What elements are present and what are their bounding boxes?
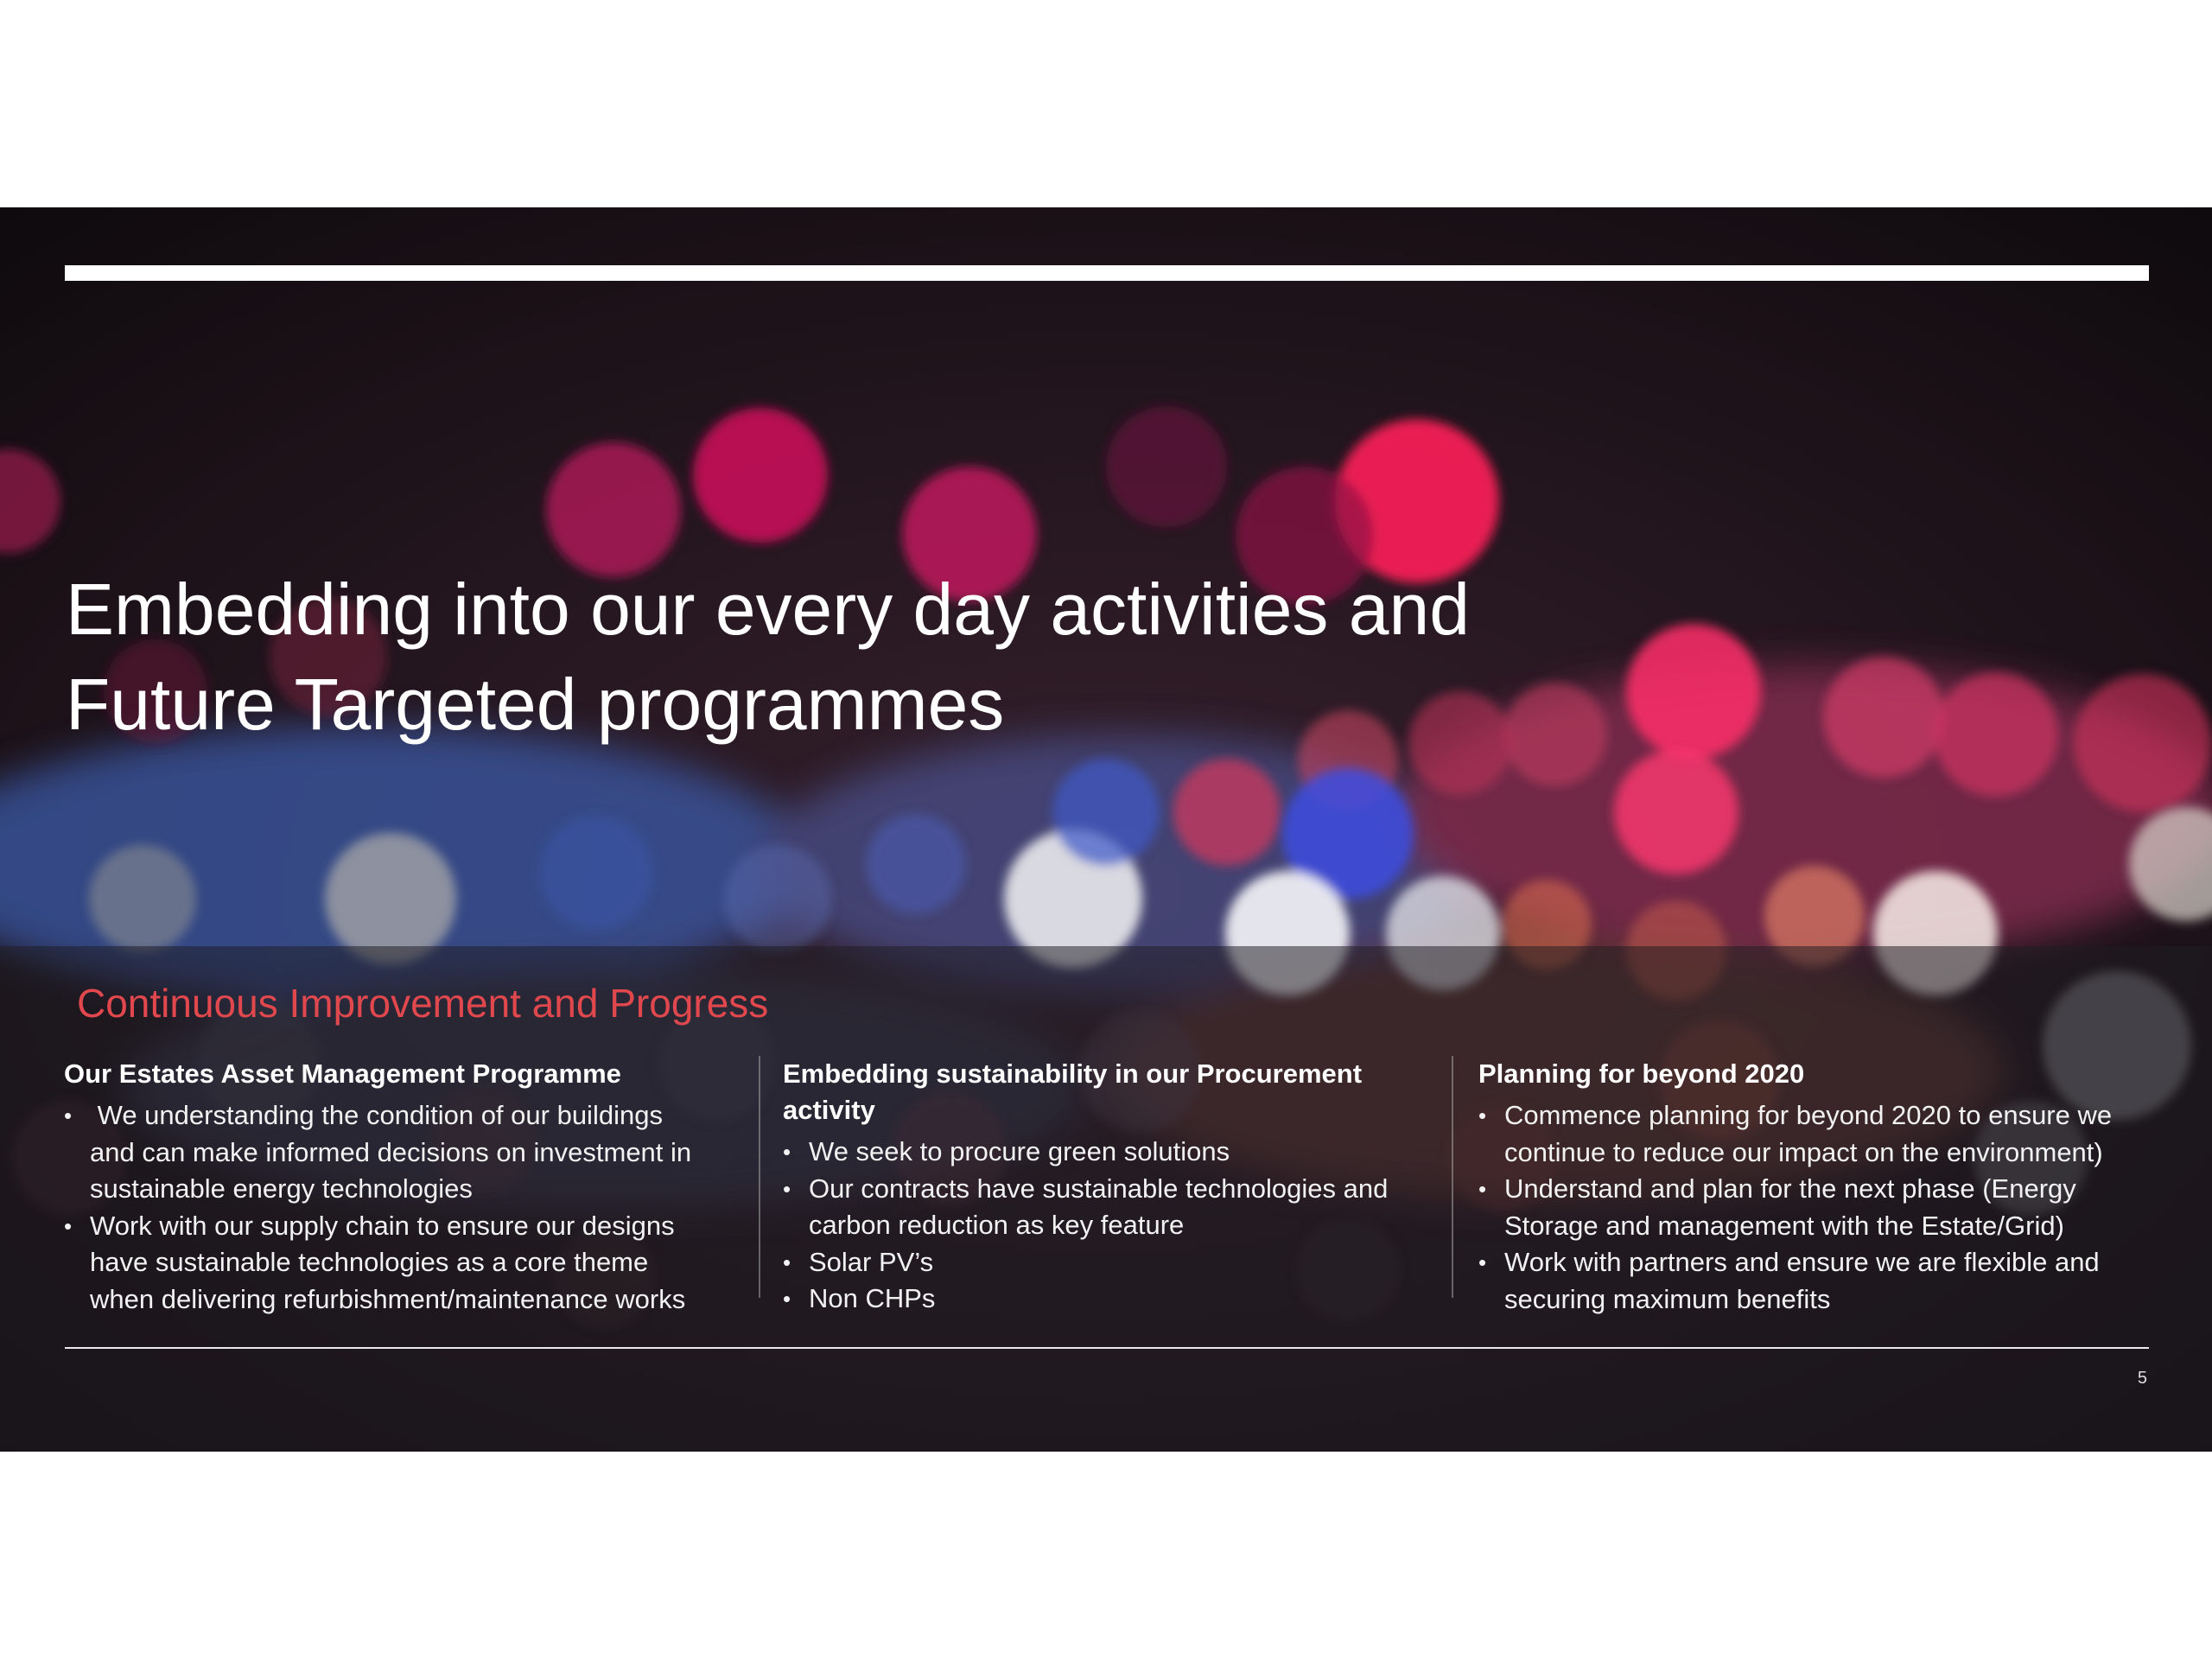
page-number: 5 xyxy=(2137,1369,2147,1388)
column-estates-asset-management xyxy=(64,1056,703,1318)
list-item xyxy=(1478,1244,2152,1318)
section-heading: Continuous Improvement and Progress xyxy=(77,981,769,1026)
list-item xyxy=(64,1208,703,1319)
slide-title-line-2: Future Targeted programmes xyxy=(66,664,1005,745)
list-item-text: Work with partners and ensure we are flexible and securing maximum benefits xyxy=(1504,1247,2100,1314)
column-divider xyxy=(759,1056,760,1298)
list-item xyxy=(783,1281,1422,1318)
list-item-text: Work with our supply chain to ensure our designs have sustainable technologies as a core theme when delivering refurbishment/maintenance works xyxy=(90,1210,686,1314)
slide xyxy=(0,207,2212,1452)
bullet-icon: • xyxy=(64,1103,73,1128)
slide-title xyxy=(66,562,1621,752)
bullet-icon: • xyxy=(783,1139,791,1165)
column-beyond-2020 xyxy=(1478,1056,2152,1318)
bullet-icon: • xyxy=(783,1286,791,1312)
list-item-text: Solar PV’s xyxy=(809,1246,934,1277)
bottom-rule xyxy=(65,1347,2149,1349)
bullet-icon: • xyxy=(783,1175,791,1202)
list-item-text: We understanding the condition of our buildings and can make informed decisions on investment in sustainable energy technologies xyxy=(90,1100,699,1204)
list-item xyxy=(1478,1097,2152,1171)
list-item-text: Our contracts have sustainable technologies and carbon reduction as key feature xyxy=(809,1173,1389,1240)
bullet-icon: • xyxy=(1478,1249,1487,1275)
list-item xyxy=(783,1171,1422,1244)
column-divider xyxy=(1452,1056,1453,1298)
bullet-list xyxy=(783,1134,1422,1318)
list-item xyxy=(64,1097,703,1208)
column-procurement xyxy=(783,1056,1422,1318)
bullet-list xyxy=(1478,1097,2152,1318)
bullet-list xyxy=(64,1097,703,1318)
slide-title-line-1: Embedding into our every day activities and xyxy=(66,569,1470,650)
list-item-text: Understand and plan for the next phase (Energy Storage and management with the Estate/Grid) xyxy=(1504,1173,2076,1241)
column-heading: Embedding sustainability in our Procurement activity xyxy=(783,1058,1363,1125)
column-heading: Planning for beyond 2020 xyxy=(1478,1058,1805,1089)
list-item xyxy=(1478,1171,2152,1244)
list-item-text: Non CHPs xyxy=(809,1283,936,1313)
list-item-text: Commence planning for beyond 2020 to ensure we continue to reduce our impact on the environment) xyxy=(1504,1100,2113,1167)
bullet-icon: • xyxy=(783,1249,791,1275)
bullet-icon: • xyxy=(1478,1176,1487,1202)
bullet-icon: • xyxy=(1478,1103,1487,1128)
list-item-text: We seek to procure green solutions xyxy=(809,1136,1230,1166)
top-rule xyxy=(65,265,2149,281)
list-item xyxy=(783,1134,1422,1171)
column-heading: Our Estates Asset Management Programme xyxy=(64,1058,621,1089)
bullet-icon: • xyxy=(64,1212,73,1239)
list-item xyxy=(783,1244,1422,1281)
